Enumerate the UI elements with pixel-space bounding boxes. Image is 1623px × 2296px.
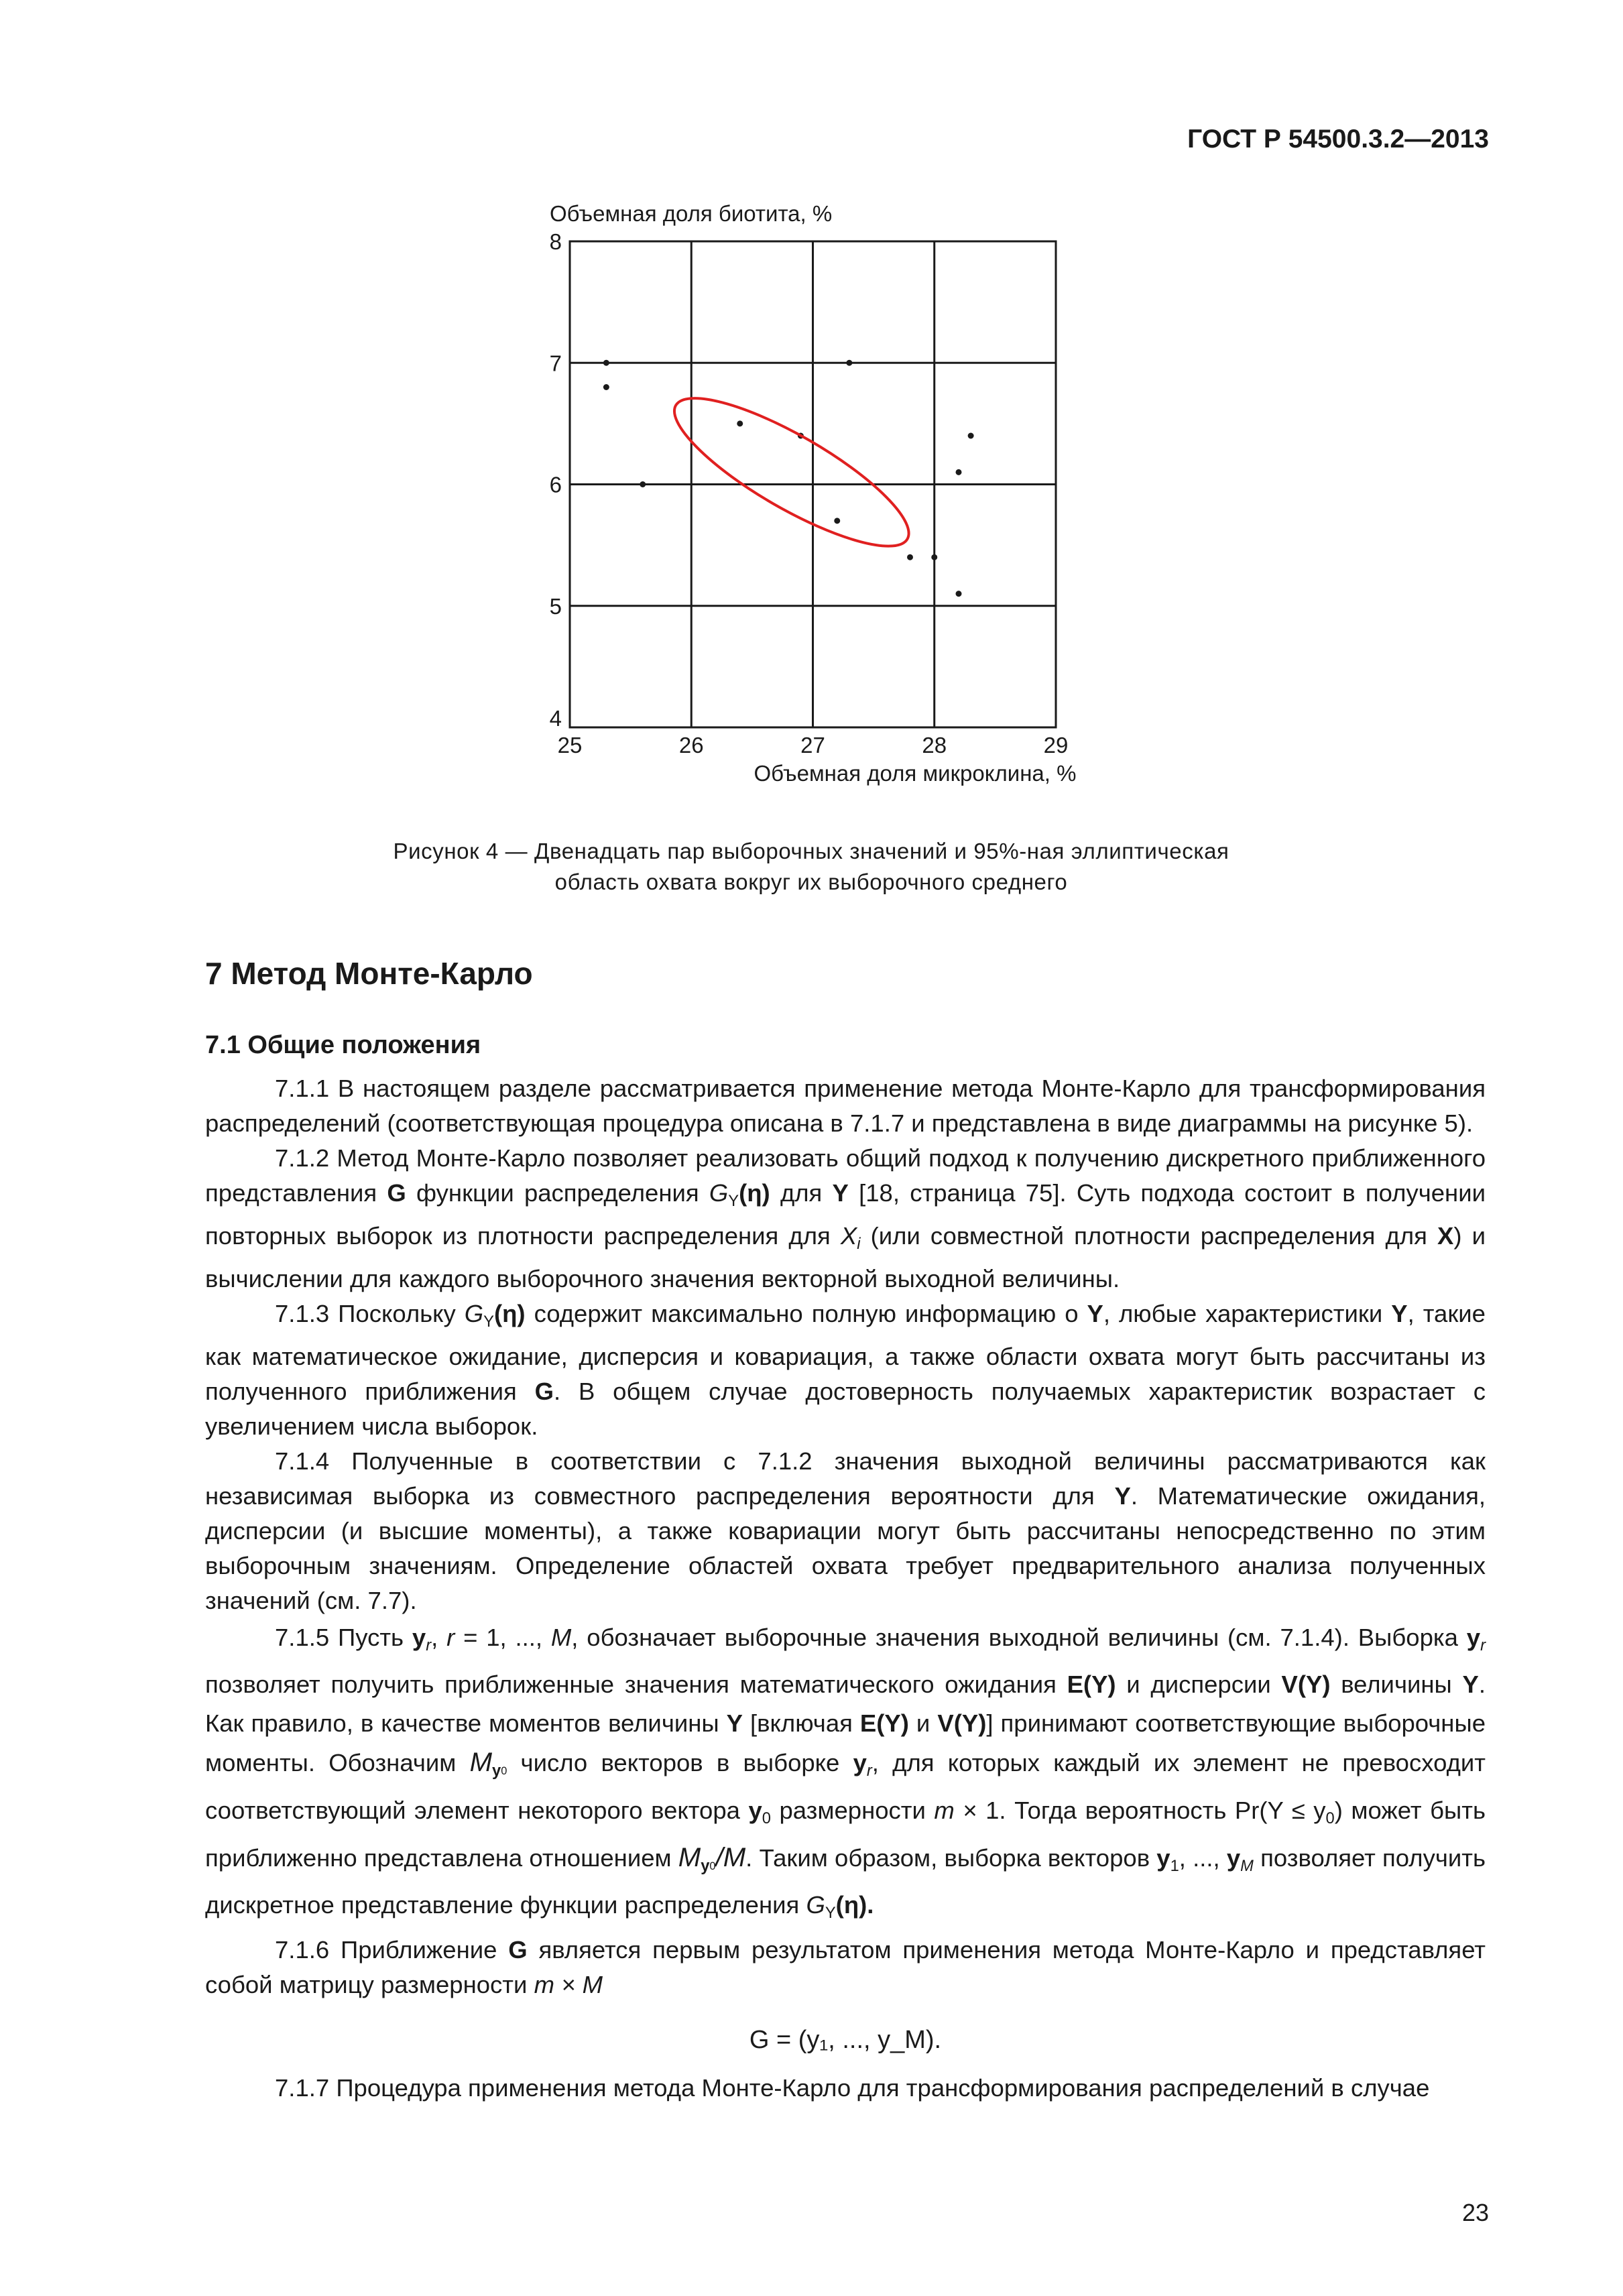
p715-c: = 1, ..., bbox=[455, 1624, 551, 1652]
symbol-Y: Y bbox=[1087, 1300, 1103, 1328]
symbol-dots: , ..., bbox=[1179, 1844, 1227, 1872]
paragraph-7-1-6 bbox=[205, 1933, 1486, 2002]
data-point bbox=[834, 518, 840, 524]
symbol-y1: y bbox=[1156, 1844, 1170, 1872]
p712-b: функции распределения bbox=[406, 1179, 709, 1207]
symbol-y: y bbox=[853, 1749, 867, 1777]
symbol-r-sub: r bbox=[866, 1762, 872, 1780]
data-point bbox=[846, 360, 852, 366]
symbol-EY: E(Y) bbox=[859, 1709, 909, 1738]
paragraph-7-1-1 bbox=[205, 1071, 1486, 1141]
p715-e: позволяет получить приближенные значения математического ожидания bbox=[205, 1671, 1067, 1699]
p715-i: [включая bbox=[743, 1709, 860, 1738]
x-tick-label: 25 bbox=[557, 733, 583, 758]
symbol-Y-sub: Y bbox=[728, 1193, 739, 1211]
symbol-Y-sub: Y bbox=[825, 1904, 836, 1922]
p715-m: , для которых каждый их элемент не превосходит соответствующий элемент некоторого вектора bbox=[205, 1749, 1486, 1824]
paragraph-7-1-4 bbox=[205, 1444, 1486, 1618]
paragraph-7-1-7 bbox=[205, 2071, 1486, 2106]
symbol-mxM: m × M bbox=[534, 1970, 603, 1998]
p715-j: и bbox=[908, 1709, 938, 1738]
data-point bbox=[968, 433, 974, 439]
p716-a: 7.1.6 Приближение bbox=[275, 1935, 509, 1963]
subsection-title: 7.1 Общие положения bbox=[205, 1031, 481, 1059]
symbol-Y-sub: Y bbox=[483, 1313, 494, 1331]
section-title: 7 Метод Монте-Карло bbox=[205, 956, 533, 991]
symbol-y0-sub: y bbox=[492, 1762, 501, 1780]
symbol-r-sub: r bbox=[426, 1637, 432, 1655]
p715-p: может быть приближенно представлена отношением bbox=[205, 1796, 1486, 1872]
symbol-G: G bbox=[508, 1935, 528, 1963]
symbol-r: r bbox=[446, 1624, 455, 1652]
symbol-M: M bbox=[550, 1624, 572, 1652]
x-tick-label: 26 bbox=[678, 733, 704, 758]
symbol-y: y bbox=[1466, 1624, 1481, 1652]
y-tick-label: 5 bbox=[549, 593, 562, 619]
p715-a: 7.1.5 Пусть bbox=[275, 1624, 412, 1652]
page-number: 23 bbox=[1461, 2199, 1489, 2226]
p712-f: ) и вычислении для каждого выборочного значения векторной выходной величины. bbox=[205, 1222, 1486, 1293]
symbol-Y: Y bbox=[726, 1709, 743, 1738]
p715-d: , обозначает выборочные значения выходной величины (см. 7.1.4). Выборка bbox=[571, 1624, 1467, 1652]
scatter-chart bbox=[0, 0, 1623, 831]
symbol-VY: V(Y) bbox=[1281, 1671, 1331, 1699]
symbol-Y: Y bbox=[1462, 1671, 1479, 1699]
p712-e: (или совместной плотности распределения для bbox=[860, 1222, 1437, 1250]
figure-caption bbox=[201, 836, 1421, 898]
symbol-eta-end: (η). bbox=[835, 1890, 874, 1919]
coverage-ellipse-group bbox=[658, 374, 926, 571]
symbol-G: G bbox=[387, 1179, 406, 1207]
p713-c: , любые характеристики bbox=[1103, 1300, 1392, 1328]
symbol-eta: (η) bbox=[493, 1300, 526, 1328]
p714-b: . Математические ожидания, дисперсии (и высшие моменты), а также ковариации могут быть рассчитаны непосредственно по этим выборочным значениям. Определение областей охвата требует предварительного анализа полученных значений (см. 7.7). bbox=[205, 1482, 1486, 1615]
formula-G: G = (y₁, ..., y_M). bbox=[749, 2025, 942, 2054]
symbol-y: y bbox=[412, 1624, 426, 1652]
x-tick-label: 27 bbox=[800, 733, 825, 758]
p715-o: × 1. Тогда вероятность bbox=[954, 1796, 1235, 1824]
symbol-M-y0: M bbox=[678, 1841, 701, 1872]
y-tick-label: 4 bbox=[549, 706, 562, 731]
p713-a: 7.1.3 Поскольку bbox=[275, 1300, 465, 1328]
data-point bbox=[640, 481, 646, 487]
data-point bbox=[931, 554, 937, 560]
symbol-VY: V(Y) bbox=[937, 1709, 987, 1738]
p715-h: . Как правило, в качестве моментов величины bbox=[205, 1671, 1486, 1738]
document-id: ГОСТ Р 54500.3.2—2013 bbox=[1187, 125, 1489, 154]
symbol-r-sub: r bbox=[1480, 1637, 1486, 1655]
data-point bbox=[603, 360, 609, 366]
p715-k: ] принимают соответствующие выборочные моменты. Обозначим bbox=[205, 1709, 1486, 1777]
x-tick-label: 29 bbox=[1043, 733, 1069, 758]
p717-text: 7.1.7 Процедура применения метода Монте-Карло для трансформирования распределений в случае bbox=[275, 2073, 1430, 2102]
chart-ticks bbox=[550, 229, 1069, 758]
p713-e: . В общем случае достоверность получаемых характеристик возрастает с увеличением числа выборок. bbox=[205, 1378, 1486, 1441]
p712-c: для bbox=[770, 1179, 833, 1207]
body-text bbox=[205, 1071, 1486, 2106]
p716-b: является первым результатом применения метода Монте-Карло и представляет собой матрицу размерности bbox=[205, 1935, 1486, 1998]
data-point bbox=[603, 384, 609, 390]
symbol-zero-sub: 0 bbox=[1325, 1809, 1335, 1827]
x-axis-label: Объемная доля микроклина, % bbox=[754, 761, 1077, 786]
symbol-Pr-close: ) bbox=[1334, 1796, 1343, 1824]
coverage-ellipse bbox=[658, 374, 926, 571]
symbol-Y: Y bbox=[1114, 1482, 1131, 1510]
y-tick-label: 8 bbox=[549, 229, 562, 254]
symbol-m: m bbox=[934, 1796, 955, 1824]
p713-d: , такие как математическое ожидание, дисперсия и ковариация, а также области охвата могут быть рассчитаны из полученного приближения bbox=[205, 1300, 1486, 1406]
symbol-GY: G bbox=[806, 1890, 825, 1919]
x-tick-label: 28 bbox=[922, 733, 947, 758]
caption-line-2: область охвата вокруг их выборочного среднего bbox=[554, 869, 1068, 894]
caption-line-1: Рисунок 4 — Двенадцать пар выборочных значений и 95%-ная эллиптическая bbox=[393, 839, 1229, 863]
y-tick-label: 6 bbox=[549, 472, 562, 497]
paragraph-7-1-2 bbox=[205, 1141, 1486, 1296]
p712-a: 7.1.2 Метод Монте-Карло позволяет реализовать общий подход к получению дискретного приближенного представления bbox=[205, 1144, 1486, 1207]
p715-q: . Таким образом, выборка векторов bbox=[745, 1844, 1157, 1872]
p715-g: величины bbox=[1330, 1671, 1463, 1699]
p715-f: и дисперсии bbox=[1116, 1671, 1282, 1699]
symbol-zero-sub: 0 bbox=[501, 1765, 507, 1778]
p714-a: 7.1.4 Полученные в соответствии с 7.1.2 значения выходной величины рассматриваются как независимая выборка из совместного распределения вероятности для bbox=[205, 1447, 1486, 1510]
symbol-zero-sub: 0 bbox=[762, 1809, 771, 1827]
data-point bbox=[956, 591, 962, 597]
p711-text: 7.1.1 В настоящем разделе рассматривается применение метода Монте-Карло для трансформирования распределений (соответствующая процедура описана в 7.1.7 и представлена в виде диаграммы на рисунке 5). bbox=[205, 1075, 1486, 1137]
symbol-M-sub: M bbox=[1240, 1857, 1254, 1875]
p715-b: , bbox=[431, 1624, 447, 1652]
data-point bbox=[737, 420, 743, 426]
symbol-X: X bbox=[1437, 1222, 1454, 1250]
symbol-Y: Y bbox=[832, 1179, 849, 1207]
symbol-GY: G bbox=[464, 1300, 484, 1328]
symbol-eta: (η) bbox=[739, 1179, 770, 1207]
chart-points bbox=[603, 360, 974, 597]
p712-d: [18, страница 75]. Суть подхода состоит в получении повторных выборок из плотности распределения для bbox=[205, 1179, 1486, 1250]
symbol-M-y0: M bbox=[469, 1747, 492, 1778]
symbol-Xi: X bbox=[840, 1222, 857, 1250]
symbol-Pr: Pr(Y ≤ y bbox=[1234, 1796, 1326, 1824]
paragraph-7-1-5 bbox=[205, 1618, 1486, 1933]
symbol-EY: E(Y) bbox=[1067, 1671, 1116, 1699]
symbol-G: G bbox=[534, 1378, 554, 1406]
p715-l: число векторов в выборке bbox=[507, 1749, 853, 1777]
data-point bbox=[907, 554, 913, 560]
y-tick-label: 7 bbox=[549, 351, 562, 376]
symbol-i-sub: i bbox=[857, 1235, 861, 1254]
p713-b: содержит максимально полную информацию о bbox=[525, 1300, 1087, 1328]
p715-n: размерности bbox=[770, 1796, 935, 1824]
symbol-zero-sub: 0 bbox=[709, 1860, 716, 1872]
symbol-ratio: /M bbox=[715, 1841, 746, 1872]
symbol-yM: y bbox=[1226, 1844, 1241, 1872]
data-point bbox=[956, 469, 962, 475]
symbol-y0-sub: y bbox=[701, 1857, 710, 1875]
y-axis-label: Объемная доля биотита, % bbox=[550, 201, 833, 226]
p715-r: позволяет получить дискретное представление функции распределения bbox=[205, 1844, 1486, 1919]
symbol-y0: y bbox=[748, 1796, 762, 1824]
paragraph-7-1-3 bbox=[205, 1296, 1486, 1444]
symbol-one-sub: 1 bbox=[1170, 1857, 1179, 1875]
symbol-Y: Y bbox=[1391, 1300, 1408, 1328]
symbol-GY: G bbox=[709, 1179, 729, 1207]
